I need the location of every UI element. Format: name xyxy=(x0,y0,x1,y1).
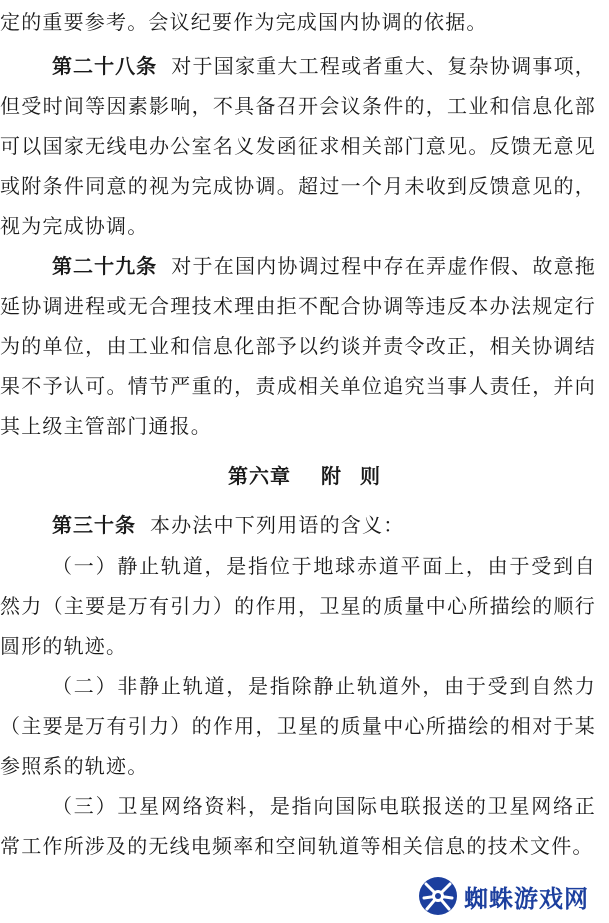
definition-text: （一）静止轨道，是指位于地球赤道平面上，由于受到自然力（主要是万有引力）的作用，卫星的质量中心所描绘的顺行圆形的轨迹。 xyxy=(0,554,596,658)
definition-item-2 xyxy=(0,666,596,786)
definition-item-1 xyxy=(0,546,596,666)
definition-text: （二）非静止轨道，是指除静止轨道外，由于受到自然力（主要是万有引力）的作用，卫星的质量中心所描绘的相对于某参照系的轨迹。 xyxy=(0,674,596,778)
watermark-text: 蜘蛛游戏网 xyxy=(464,884,589,913)
article-number: 第二十九条 xyxy=(52,254,158,278)
article-number: 第三十条 xyxy=(52,513,136,537)
article-28 xyxy=(0,46,596,246)
article-number: 第二十八条 xyxy=(52,54,158,78)
chapter-heading xyxy=(0,456,609,496)
article-text: 本办法中下列用语的含义： xyxy=(150,513,405,537)
article-30 xyxy=(0,505,596,545)
paragraph-continuation xyxy=(0,2,596,42)
paragraph-text: 定的重要参考。会议纪要作为完成国内协调的依据。 xyxy=(0,10,488,34)
definition-text: （三）卫星网络资料，是指向国际电联报送的卫星网络正常工作所涉及的无线电频率和空间轨道等相关信息的技术文件。 xyxy=(0,794,596,858)
chapter-title-part1: 附 xyxy=(321,464,342,488)
article-text: 对于在国内协调过程中存在弄虚作假、故意拖延协调进程或无合理技术理由拒不配合协调等违反本办法规定行为的单位，由工业和信息化部予以约谈并责令改正，相关协调结果不予认可。情节严重的，责成相关单位追究当事人责任，并向其上级主管部门通报。 xyxy=(0,254,597,438)
article-text: 对于国家重大工程或者重大、复杂协调事项，但受时间等因素影响，不具备召开会议条件的，工业和信息化部可以国家无线电办公室名义发函征求相关部门意见。反馈无意见或附条件同意的视为完成协调。超过一个月未收到反馈意见的，视为完成协调。 xyxy=(0,54,597,238)
chapter-number: 第六章 xyxy=(228,464,291,488)
chapter-title-part2: 则 xyxy=(360,464,381,488)
site-watermark xyxy=(418,874,604,918)
article-29 xyxy=(0,246,596,446)
definition-item-3 xyxy=(0,786,596,866)
spider-logo-icon xyxy=(418,876,458,916)
